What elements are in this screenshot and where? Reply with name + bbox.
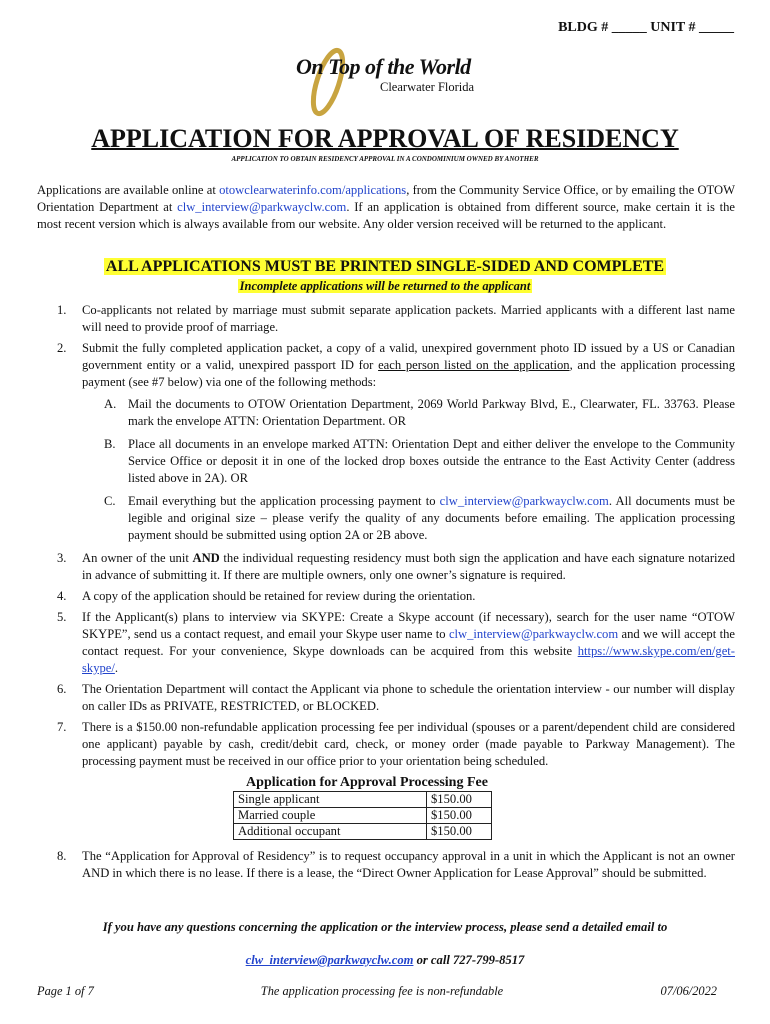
page-title: APPLICATION FOR APPROVAL OF RESIDENCY	[91, 124, 679, 153]
list-item: 2. Submit the fully completed application packet, a copy of a valid, unexpired government photo ID issued by a US or Canadian government entity or a valid, unexpired passport ID for each person listed on the application, and the application processing payment (see #7 below) via one of the following methods: A. Mail the documents to OTOW Orientation Department, 2069 World Parkway Blvd, E., Clearwater, FL. 33763. Please mark the envelope ATTN: Orientation Department. OR B. Place all documents in an envelope marked ATTN: Orientation Dept and either deliver the envelope to the Community Service Office or deposit it in one of the locked drop boxes outside the entrance to the East Activity Center (address listed above in 2A). OR C. Email everything but the application processing payment to clw_interview@parkwayclw.com. All documents must be legible and original size – please verify the quality of any documents before emailing. The application processing payment should be submitted using option 2A or 2B above.	[57, 341, 735, 542]
instructions-list	[57, 302, 735, 886]
fee-table-section	[232, 774, 502, 840]
fee-value: $150.00	[427, 808, 492, 824]
applications-link[interactable]: otowclearwaterinfo.com/applications	[219, 183, 407, 197]
interview-email-link[interactable]: clw_interview@parkwayclw.com	[177, 200, 347, 214]
list-item: 5. If the Applicant(s) plans to interview via SKYPE: Create a Skype account (if necessary), search for the user name “OTOW SKYPE”, send us a contact request, and email your Skype user name to clw_interview@parkwayclw.com and we will accept the contact request. For your convenience, Skype downloads can be acquired from this website https://www.skype.com/en/get-skype/.	[57, 610, 735, 675]
fee-label: Single applicant	[234, 792, 427, 808]
list-item: 8. The “Application for Approval of Residency” is to request occupancy approval in a unit in which the Applicant is not an owner AND in which there is no lease. If there is a lease, the “Direct Owner Application for Lease Approval” should be submitted.	[57, 849, 735, 880]
fee-table	[233, 791, 492, 840]
printing-banner: ALL APPLICATIONS MUST BE PRINTED SINGLE-SIDED AND COMPLETE	[105, 258, 665, 275]
table-row	[234, 824, 492, 840]
logo-title: On Top of the World	[296, 54, 471, 79]
revision-date: 07/06/2022	[660, 984, 717, 998]
contact-line: clw_interview@parkwayclw.com or call 727-799-8517	[245, 953, 525, 967]
interview-email-link[interactable]: clw_interview@parkwayclw.com	[439, 494, 609, 508]
interview-email-link[interactable]: clw_interview@parkwayclw.com	[245, 953, 414, 967]
list-item: 7. There is a $150.00 non-refundable application processing fee per individual (spouses or a parent/dependent child are considered one applicant) payable by cash, credit/debit card, check, or money order (made payable to Parkway Management). The processing payment must be received in our office prior to your orientation being scheduled.	[57, 720, 735, 768]
incomplete-warning: Incomplete applications will be returned to the applicant	[239, 279, 531, 293]
table-row	[234, 808, 492, 824]
fee-table-title: Application for Approval Processing Fee	[246, 775, 488, 790]
company-logo	[296, 44, 496, 120]
skype-download-link[interactable]: https://www.skype.com/en/get-skype/	[82, 644, 735, 675]
page-number: Page 1 of 7	[37, 984, 94, 998]
list-item: 4. A copy of the application should be retained for review during the orientation.	[57, 589, 476, 603]
list-item: 1. Co-applicants not related by marriage must submit separate application packets. Married applicants with a different last name will need to provide proof of marriage.	[57, 303, 735, 334]
page-subtitle: APPLICATION TO OBTAIN RESIDENCY APPROVAL IN A CONDOMINIUM OWNED BY ANOTHER	[231, 155, 539, 163]
sub-item: B. Place all documents in an envelope marked ATTN: Orientation Dept and either deliver the envelope to the Community Service Office or deposit it in one of the locked drop boxes outside the entrance to the East Activity Center (address listed above in 2A). OR	[104, 437, 735, 485]
interview-email-link[interactable]: clw_interview@parkwayclw.com	[448, 627, 619, 641]
list-item: 3. An owner of the unit AND the individual requesting residency must both sign the application and have each signature notarized in advance of submitting it. If there are multiple owners, only one owner’s signature is required.	[57, 551, 736, 582]
fee-value: $150.00	[427, 824, 492, 840]
logo-subtitle: Clearwater Florida	[380, 80, 475, 94]
list-item: 6. The Orientation Department will contact the Applicant via phone to schedule the orientation interview - our number will display on caller IDs as PRIVATE, RESTRICTED, or BLOCKED.	[57, 682, 735, 713]
questions-line: If you have any questions concerning the application or the interview process, please send a detailed email to	[102, 920, 668, 934]
fee-value: $150.00	[427, 792, 492, 808]
fee-label: Additional occupant	[234, 824, 427, 840]
intro-paragraph: Applications are available online at otowclearwaterinfo.com/applications, from the Community Service Office, or by emailing the OTOW Orientation Department at clw_interview@parkwayclw.com. If an application is obtained from different source, make certain it is the most recent version which is always available from our website. Any older version received will be returned to the applicant.	[37, 183, 735, 231]
bldg-unit-field: BLDG # _____ UNIT # _____	[558, 20, 734, 35]
fee-label: Married couple	[234, 808, 427, 824]
sub-item: C. Email everything but the application processing payment to clw_interview@parkwayclw.com. All documents must be legible and original size – please verify the quality of any documents before emailing. The application processing payment should be submitted using option 2A or 2B above.	[104, 494, 735, 542]
table-row	[234, 792, 492, 808]
sub-item: A. Mail the documents to OTOW Orientation Department, 2069 World Parkway Blvd, E., Clearwater, FL. 33763. Please mark the envelope ATTN: Orientation Department. OR	[104, 397, 735, 428]
footer-note: The application processing fee is non-refundable	[260, 984, 504, 998]
